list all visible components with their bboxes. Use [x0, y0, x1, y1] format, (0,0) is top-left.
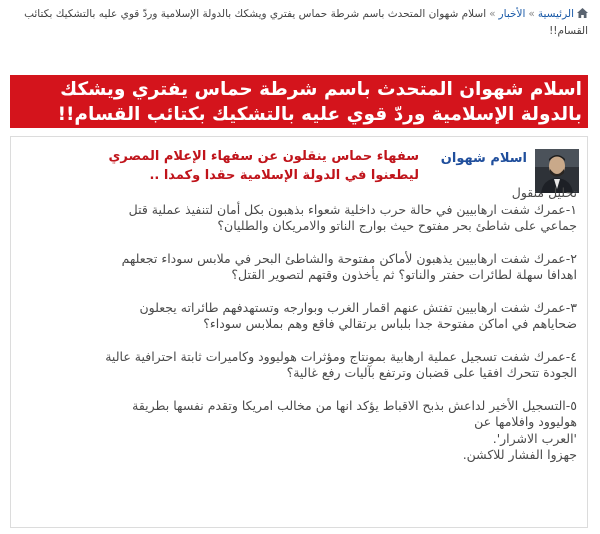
breadcrumb-separator: » [489, 8, 496, 20]
breadcrumb-current: اسلام شهوان المتحدث باسم شرطة حماس يفتري ويشكك بالدولة الإسلامية وردّ قوي عليه بالتشكيك بكتائب القسام!! [24, 8, 588, 37]
post-intro: تحليل منقول [511, 185, 577, 200]
list-item: ١-عمرك شفت ارهابيين في حالة حرب داخلية شعواء بذهبون بكل أمان لتنفيذ عملية قتل جماعي على شاطئ بحر مفتوح حيث بوارج الناتو والامريكان والطليان؟ [128, 201, 577, 233]
breadcrumb-separator: » [528, 8, 535, 20]
list-item: ٤-عمرك شفت تسجيل عملية ارهابية بمونتاج ومؤثرات هوليوود وكاميرات ثابتة احترافية عالية الجودة تتحرك افقيا على قضبان وترتفع بآليات رفع غالية؟ [105, 348, 577, 380]
post-closing: جهزوا الفشار للاكشن. [462, 447, 577, 462]
list-item: ٢-عمرك شفت ارهابيين يذهبون لأماكن مفتوحة والشاطئ البحر في ملابس سوداء تجعلهم اهدافا سهلة لطائرات حفتر والناتو؟ ثم يأخذون وقتهم لتصوير القتل؟ [121, 250, 577, 282]
home-icon[interactable] [577, 8, 588, 18]
post-quote: سفهاء حماس ينقلون عن سفهاء الإعلام المصري ليطعنوا في الدولة الإسلامية حقدا وكمدا .. [108, 149, 419, 183]
post-body [97, 185, 577, 464]
list-item: ٣-عمرك شفت ارهابيين تفتش عنهم اقمار الغرب وبوارجه وتستهدفهم طائراته يجعلون ضحاياهم في اماكن مفتوحة جدا بلباس برتقالي فاقع وهم بملابس سوداء؟ [139, 299, 577, 331]
list-item: ٥-التسجيل الأخير لداعش بذبح الاقباط يؤكد انها من مخالب امريكا وتقدم نفسها بطريقة هوليوود وافلامها عن [132, 397, 577, 429]
post-tail-quote: 'العرب الاشرار'. [492, 430, 577, 446]
breadcrumb [14, 6, 588, 40]
article-headline: اسلام شهوان المتحدث باسم شرطة حماس يفتري ويشكك بالدولة الإسلامية وردّ قوي عليه بالتشكيك بكتائب القسام!! [10, 75, 588, 128]
post-author[interactable]: اسلام شهوان [440, 151, 527, 166]
breadcrumb-section-link[interactable]: الأخبار [498, 8, 526, 20]
breadcrumb-home-link[interactable]: الرئيسية [537, 8, 574, 20]
facebook-post [10, 136, 588, 528]
